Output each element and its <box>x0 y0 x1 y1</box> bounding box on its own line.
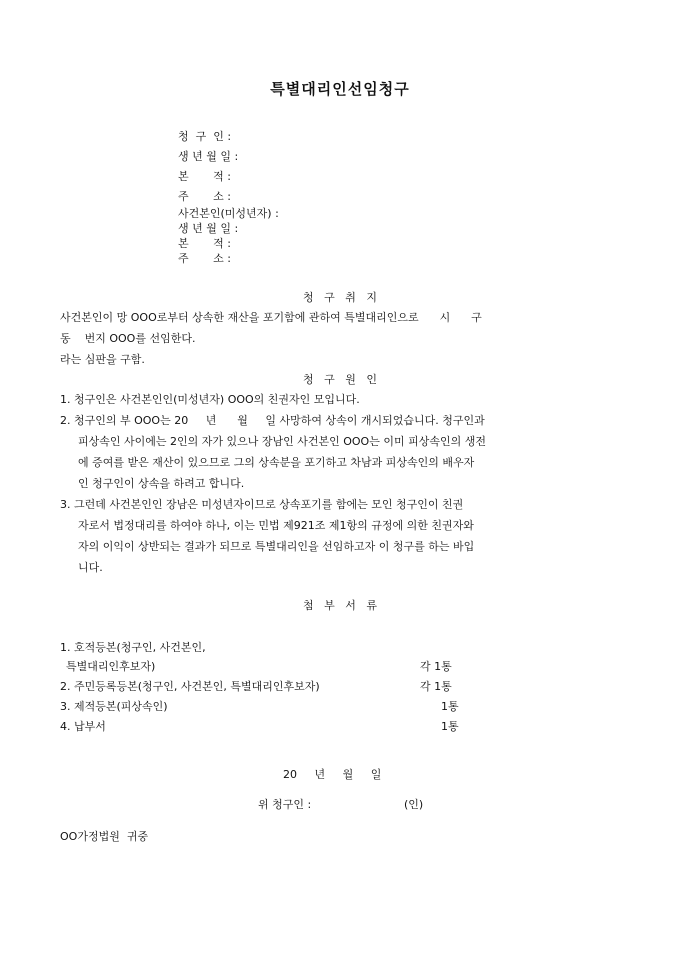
cause-heading: 청 구 원 인 <box>303 373 377 386</box>
cause-item-3-line-3: 자의 이익이 상반되는 결과가 되므로 특별대리인을 선임하고자 이 청구를 하는 바입 <box>78 540 475 553</box>
seal-mark: (인) <box>404 798 424 811</box>
principal-label: 사건본인(미성년자) : <box>178 207 279 220</box>
filing-date: 20 년 월 일 <box>283 768 382 781</box>
attachment-1-line-2: 특별대리인후보자) <box>66 660 156 673</box>
cause-item-3-line-2: 자로서 법정대리를 하여야 하나, 이는 민법 제921조 제1항의 규정에 의한 친권자와 <box>78 519 474 532</box>
claimant-birth-label: 생 년 월 일 : <box>178 150 239 163</box>
attachment-1-line-1: 1. 호적등본(청구인, 사건본인, <box>60 641 206 654</box>
claimant-domicile-label: 본 적 : <box>178 170 231 183</box>
attachments-heading: 첨 부 서 류 <box>303 599 377 612</box>
cause-item-3-line-4: 니다. <box>78 561 103 574</box>
attachment-4: 4. 납부서 <box>60 720 106 733</box>
attachment-3: 3. 제적등본(피상속인) <box>60 700 168 713</box>
attachment-2: 2. 주민등록등본(청구인, 사건본인, 특별대리인후보자) <box>60 680 320 693</box>
cause-item-2-line-2: 피상속인 사이에는 2인의 자가 있으나 장남인 사건본인 OOO는 이미 피상속인의 생전 <box>78 435 486 448</box>
principal-birth-label: 생 년 월 일 : <box>178 222 239 235</box>
purpose-line-2: 동 번지 OOO를 선임한다. <box>60 332 196 345</box>
principal-address-label: 주 소 : <box>178 252 231 265</box>
purpose-line-1: 사건본인이 망 OOO로부터 상속한 재산을 포기함에 관하여 특별대리인으로 시 구 <box>60 311 482 324</box>
principal-domicile-label: 본 적 : <box>178 237 231 250</box>
attachment-1-qty: 각 1통 <box>420 660 452 673</box>
cause-item-1: 1. 청구인은 사건본인인(미성년자) OOO의 친권자인 모입니다. <box>60 393 360 406</box>
claimant-address-label: 주 소 : <box>178 190 231 203</box>
attachment-2-qty: 각 1통 <box>420 680 452 693</box>
court-addressee: OO가정법원 귀중 <box>60 830 149 843</box>
document-title: 특별대리인선임청구 <box>270 80 410 98</box>
attachment-4-qty: 1통 <box>441 720 459 733</box>
purpose-line-3: 라는 심판을 구함. <box>60 353 145 366</box>
cause-item-2-line-4: 인 청구인이 상속을 하려고 합니다. <box>78 477 245 490</box>
claimant-label: 청 구 인 : <box>178 130 232 143</box>
cause-item-3-line-1: 3. 그런데 사건본인인 장남은 미성년자이므로 상속포기를 함에는 모인 청구인이 친권 <box>60 498 464 511</box>
cause-item-2-line-1: 2. 청구인의 부 OOO는 20 년 월 일 사망하여 상속이 개시되었습니다. 청구인과 <box>60 414 485 427</box>
purpose-heading: 청 구 취 지 <box>303 291 377 304</box>
attachment-3-qty: 1통 <box>441 700 459 713</box>
cause-item-2-line-3: 에 증여를 받은 재산이 있으므로 그의 상속분을 포기하고 차남과 피상속인의 배우자 <box>78 456 475 469</box>
signer-label: 위 청구인 : <box>258 798 312 811</box>
